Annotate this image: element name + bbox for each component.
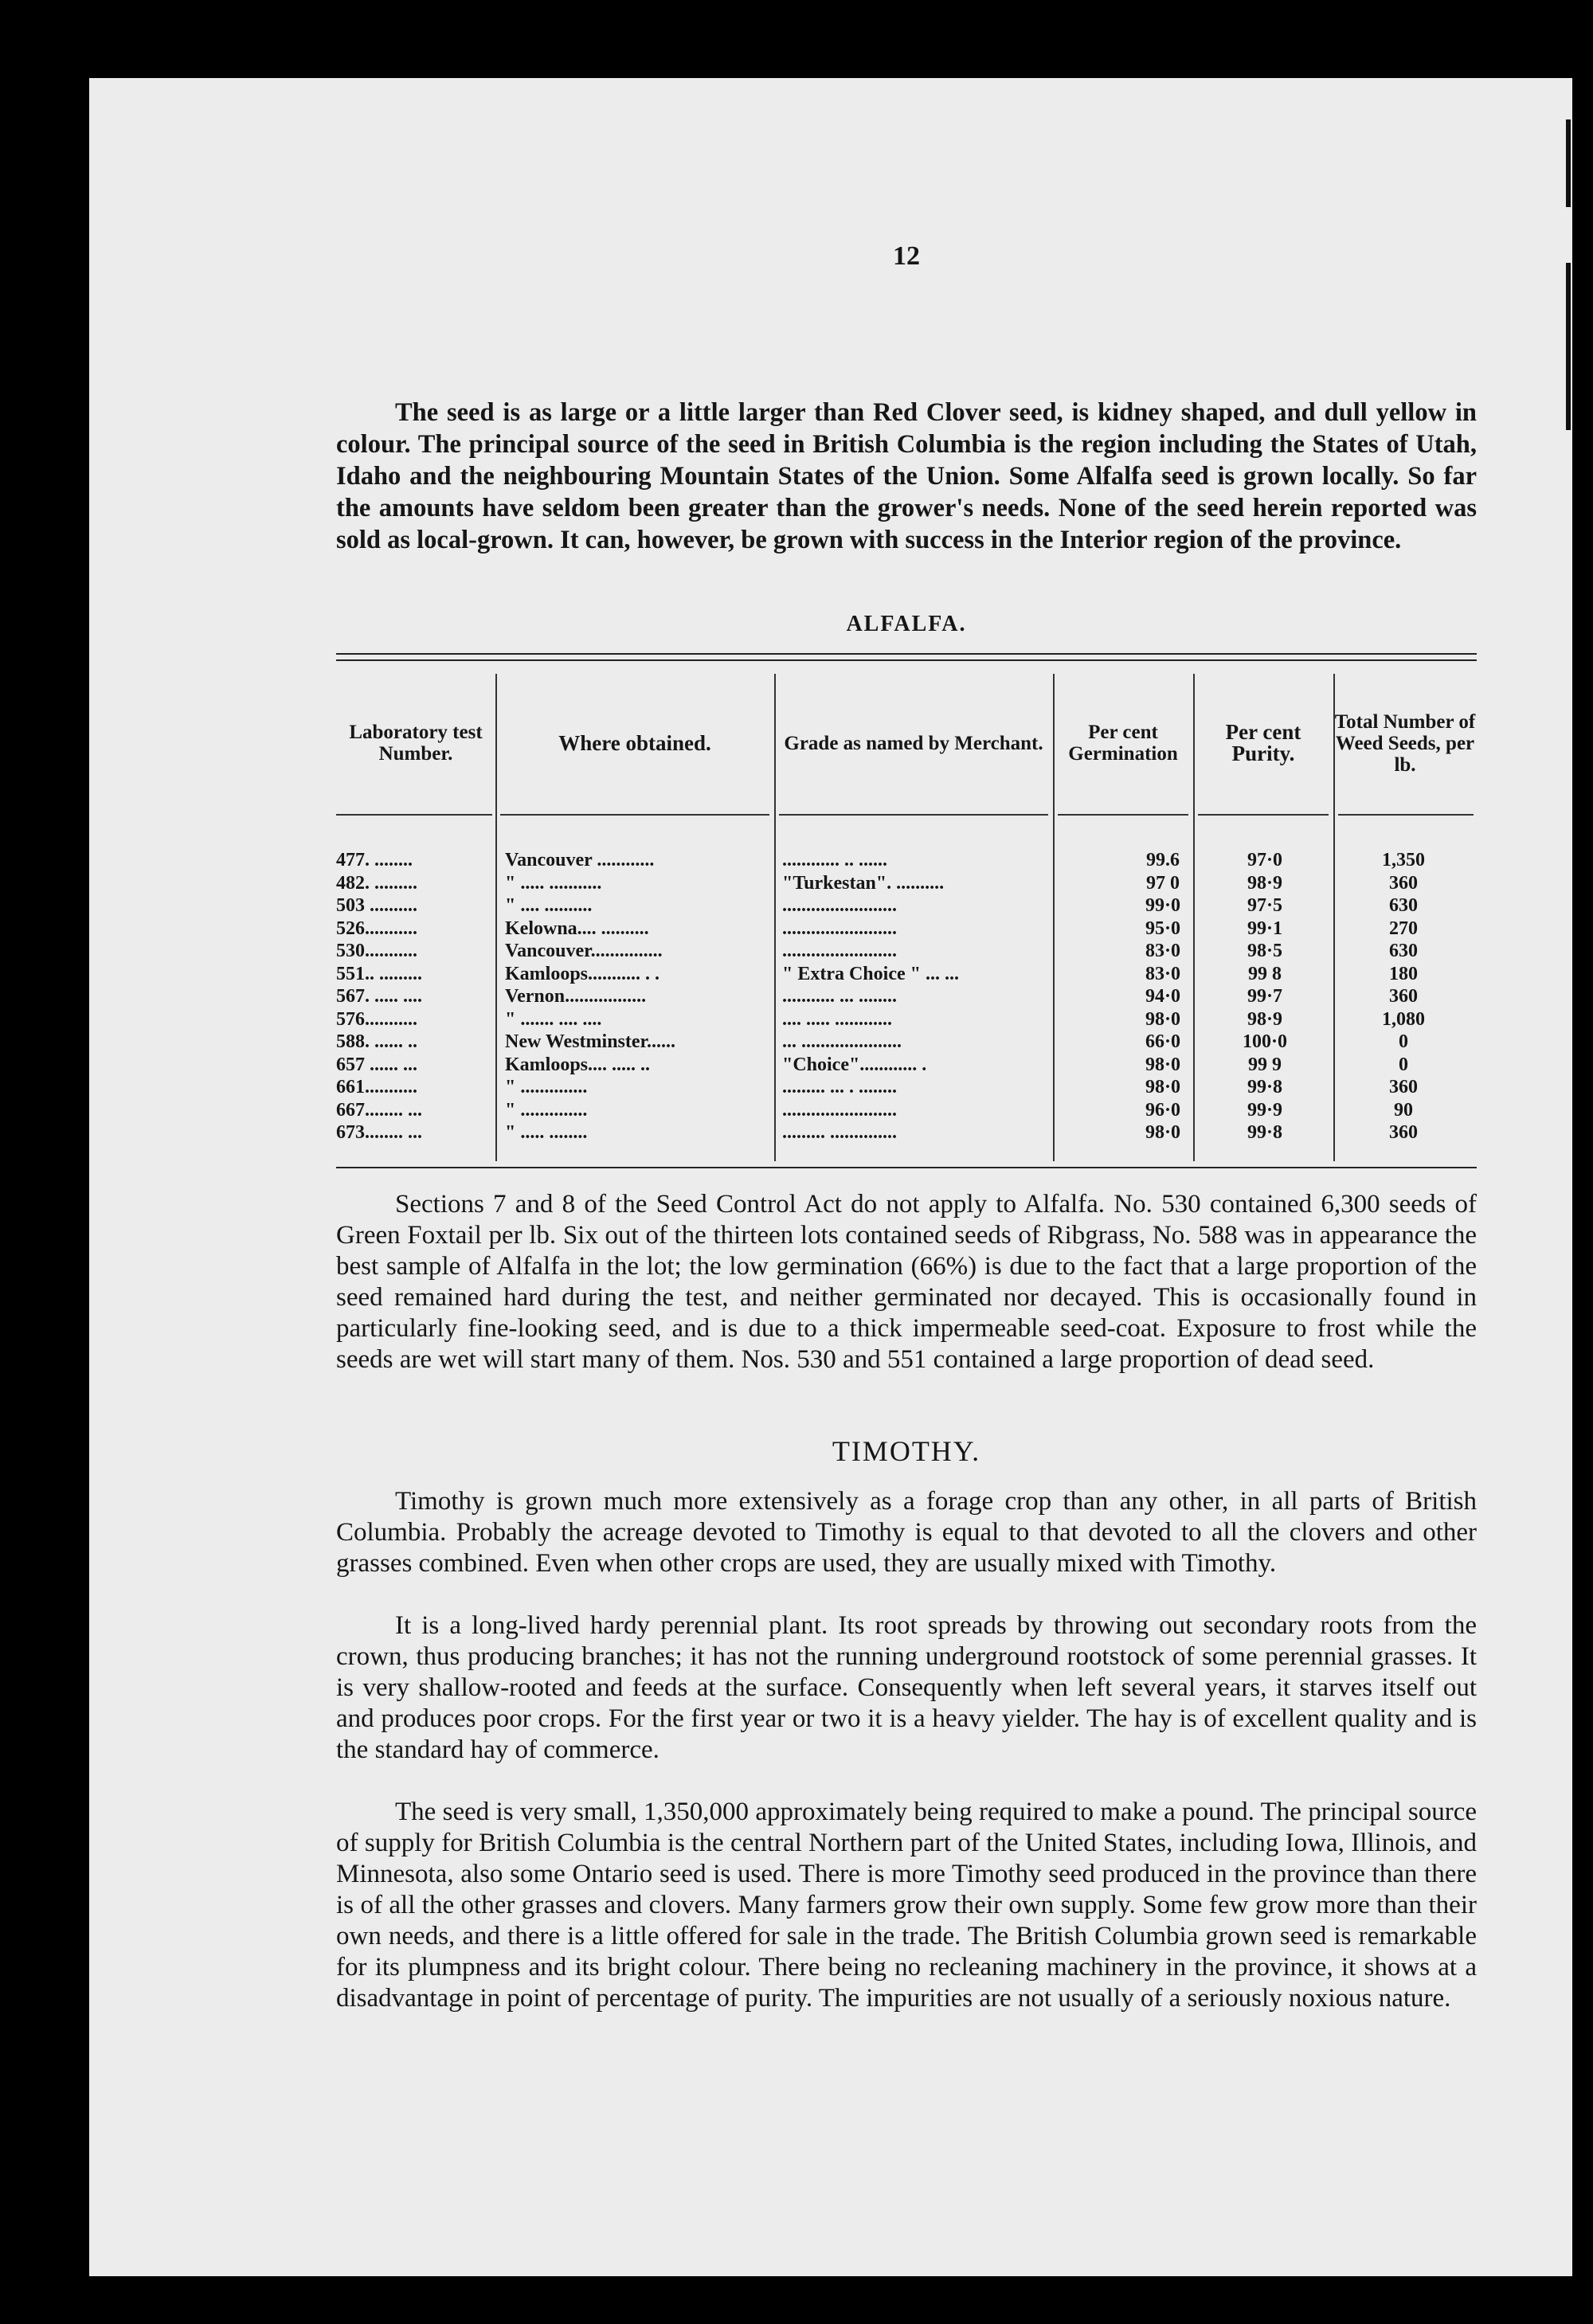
table-top-rule	[336, 653, 1477, 661]
cell-germination: 96·0	[1145, 1099, 1180, 1121]
cell-weed-seeds: 270	[1389, 917, 1418, 939]
document-page	[89, 78, 1572, 2276]
cell-where: " .... ..........	[505, 895, 593, 916]
header-grade: Grade as named by Merchant.	[784, 732, 1043, 754]
table-row	[336, 917, 1477, 940]
cell-grade: ........................	[782, 895, 897, 916]
header-rule	[500, 814, 769, 816]
cell-purity: 99 9	[1248, 1054, 1282, 1075]
cell-lab-number: 530...........	[336, 941, 417, 961]
cell-weed-seeds: 360	[1389, 1077, 1418, 1097]
cell-germination: 97 0	[1146, 872, 1180, 894]
cell-where: " ..... ........	[505, 1122, 588, 1143]
scan-edge-mark	[1566, 263, 1571, 430]
cell-germination: 95·0	[1145, 917, 1180, 939]
table-row	[336, 1121, 1477, 1144]
cell-grade: " Extra Choice " ... ...	[782, 963, 959, 984]
cell-germination: 99.6	[1146, 850, 1180, 871]
cell-germination: 94·0	[1145, 986, 1180, 1007]
cell-grade: ........................	[782, 941, 897, 961]
cell-germination: 83·0	[1145, 941, 1180, 961]
cell-purity: 99·9	[1247, 1099, 1282, 1121]
cell-where: Vancouver...............	[505, 941, 663, 961]
cell-grade: ......... ... . ........	[782, 1077, 897, 1097]
cell-lab-number: 661...........	[336, 1077, 417, 1097]
intro-paragraph: The seed is as large or a little larger than Red Clover seed, is kidney shaped, and dull yellow in colour. The principal source of the seed in British Columbia is the region including the States of Utah, Idaho and the neighbouring Mountain States of the Union. Some Alfalfa seed is grown locally. So far the amounts have seldom been greater than the grower's needs. None of the seed herein reported was sold as local-grown. It can, however, be grown with success in the Interior region of the province.	[336, 398, 1477, 554]
cell-purity: 99·7	[1247, 986, 1282, 1007]
cell-where: Vancouver ............	[505, 850, 655, 871]
table-row	[336, 894, 1477, 917]
cell-where: Kamloops........... . .	[505, 963, 660, 984]
cell-lab-number: 657 ...... ...	[336, 1054, 417, 1075]
header-rule	[779, 814, 1048, 816]
header-germination: Per cent Germination	[1068, 722, 1178, 765]
cell-lab-number: 576...........	[336, 1008, 417, 1030]
alfalfa-table	[336, 653, 1477, 1177]
timothy-paragraph-3: The seed is very small, 1,350,000 approximately being required to make a pound. The principal source of supply for British Columbia is the central Northern part of the United States, including Iowa, Illinois, and Minnesota, also some Ontario seed is used. There is more Timothy seed produced in the province than there is of all the other grasses and clovers. Many farmers grow their own supply. Some few grow more than their own needs, and there is a little offered for sale in the trade. The British Columbia grown seed is remarkable for its plumpness and its bright colour. There being no recleaning machinery in the province, it shows at a disadvantage in point of percentage of purity. The impurities are not usually of a seriously noxious nature.	[336, 1798, 1477, 2013]
cell-where: New Westminster......	[505, 1031, 675, 1052]
cell-lab-number: 526...........	[336, 917, 417, 939]
cell-grade: ... .....................	[782, 1031, 902, 1052]
table-row	[336, 872, 1477, 894]
cell-weed-seeds: 1,080	[1382, 1008, 1425, 1030]
header-purity: Per cent Purity.	[1225, 720, 1301, 765]
cell-purity: 100·0	[1242, 1031, 1287, 1052]
cell-germination: 99·0	[1145, 895, 1180, 916]
cell-purity: 99·1	[1247, 917, 1282, 939]
header-rule	[1338, 814, 1474, 816]
cell-lab-number: 551.. .........	[336, 963, 422, 984]
cell-purity: 99·8	[1247, 1122, 1282, 1143]
cell-grade: ......... ..............	[782, 1122, 897, 1143]
cell-grade: "Choice"............ .	[782, 1054, 927, 1075]
cell-lab-number: 673........ ...	[336, 1122, 422, 1143]
cell-grade: ........................	[782, 917, 897, 939]
table-bottom-rule	[336, 1167, 1477, 1168]
cell-germination: 98·0	[1145, 1008, 1180, 1030]
cell-lab-number: 503 ..........	[336, 895, 417, 916]
cell-weed-seeds: 360	[1389, 986, 1418, 1007]
cell-weed-seeds: 630	[1389, 895, 1418, 916]
header-rule	[1058, 814, 1188, 816]
cell-lab-number: 567. ..... ....	[336, 986, 422, 1007]
cell-weed-seeds: 360	[1389, 1122, 1418, 1143]
cell-where: Vernon.................	[505, 986, 647, 1007]
table-row	[336, 985, 1477, 1007]
table-row	[336, 849, 1477, 871]
cell-grade: ........................	[782, 1099, 897, 1121]
cell-germination: 98·0	[1145, 1122, 1180, 1143]
cell-weed-seeds: 630	[1389, 941, 1418, 961]
cell-purity: 97·0	[1247, 850, 1282, 871]
sections-paragraph: Sections 7 and 8 of the Seed Control Act do not apply to Alfalfa. No. 530 contained 6,300 seeds of Green Foxtail per lb. Six out of the thirteen lots contained seeds of Ribgrass, No. 588 was in appearance the best sample of Alfalfa in the lot; the low germination (66%) is due to the fact that a large proportion of the seed remained hard during the test, and neither germinated nor decayed. This is occasionally found in particularly fine-looking seed, and is due to a thick impermeable seed-coat. Exposure to frost while the seeds are wet will start many of them. Nos. 530 and 551 contained a large proportion of dead seed.	[336, 1190, 1477, 1374]
table-row	[336, 940, 1477, 962]
cell-germination: 98·0	[1145, 1077, 1180, 1097]
cell-purity: 99·8	[1247, 1077, 1282, 1097]
header-lab-number: Laboratory test Number.	[349, 722, 483, 765]
cell-where: " ..............	[505, 1077, 588, 1097]
cell-weed-seeds: 360	[1389, 872, 1418, 894]
cell-weed-seeds: 180	[1389, 963, 1418, 984]
cell-grade: "Turkestan". ..........	[782, 872, 945, 894]
cell-germination: 66·0	[1145, 1031, 1180, 1052]
cell-weed-seeds: 1,350	[1382, 850, 1425, 871]
cell-where: Kamloops.... ..... ..	[505, 1054, 651, 1075]
cell-grade: ........... ... ........	[782, 986, 897, 1007]
table-row	[336, 1008, 1477, 1031]
header-rule	[336, 814, 492, 816]
table-row	[336, 1031, 1477, 1053]
table-row	[336, 1099, 1477, 1121]
cell-purity: 99 8	[1248, 963, 1282, 984]
cell-weed-seeds: 90	[1394, 1099, 1413, 1121]
cell-lab-number: 482. .........	[336, 872, 417, 894]
table-row	[336, 1076, 1477, 1098]
cell-grade: ............ .. ......	[782, 850, 887, 871]
cell-weed-seeds: 0	[1399, 1031, 1408, 1052]
cell-grade: .... ..... ............	[782, 1008, 892, 1030]
timothy-paragraph-2: It is a long-lived hardy perennial plant. Its root spreads by throwing out secondary roots from the crown, thus producing branches; it has not the running underground rootstock of some perennial grasses. It is very shallow-rooted and feeds at the surface. Consequently when left several years, it starves itself out and produces poor crops. For the first year or two it is a heavy yielder. The hay is of excellent quality and is the standard hay of commerce.	[336, 1611, 1477, 1764]
cell-purity: 98·9	[1247, 1008, 1282, 1030]
cell-lab-number: 477. ........	[336, 850, 413, 871]
cell-germination: 98·0	[1145, 1054, 1180, 1075]
header-rule	[1198, 814, 1329, 816]
cell-where: " ....... .... ....	[505, 1008, 602, 1030]
cell-where: " ..............	[505, 1099, 588, 1121]
cell-purity: 97·5	[1247, 895, 1282, 916]
timothy-heading: TIMOTHY.	[832, 1435, 981, 1467]
cell-where: " ..... ...........	[505, 872, 602, 894]
cell-purity: 98·9	[1247, 872, 1282, 894]
cell-weed-seeds: 0	[1399, 1054, 1408, 1075]
header-weed-seeds: Total Number of Weed Seeds, per lb.	[1334, 710, 1476, 776]
header-where-obtained: Where obtained.	[558, 730, 711, 755]
page-number: 12	[893, 241, 920, 271]
timothy-paragraph-1: Timothy is grown much more extensively as a forage crop than any other, in all parts of British Columbia. Probably the acreage devoted to Timothy is equal to that devoted to all the clovers and other grasses combined. Even when other crops are used, they are usually mixed with Timothy.	[336, 1487, 1477, 1578]
table-row	[336, 963, 1477, 985]
table-row	[336, 1054, 1477, 1076]
cell-lab-number: 588. ...... ..	[336, 1031, 417, 1052]
alfalfa-heading: ALFALFA.	[846, 612, 967, 636]
cell-germination: 83·0	[1145, 963, 1180, 984]
cell-purity: 98·5	[1247, 941, 1282, 961]
cell-where: Kelowna.... ..........	[505, 917, 649, 939]
scan-edge-mark	[1566, 119, 1571, 207]
cell-lab-number: 667........ ...	[336, 1099, 422, 1121]
